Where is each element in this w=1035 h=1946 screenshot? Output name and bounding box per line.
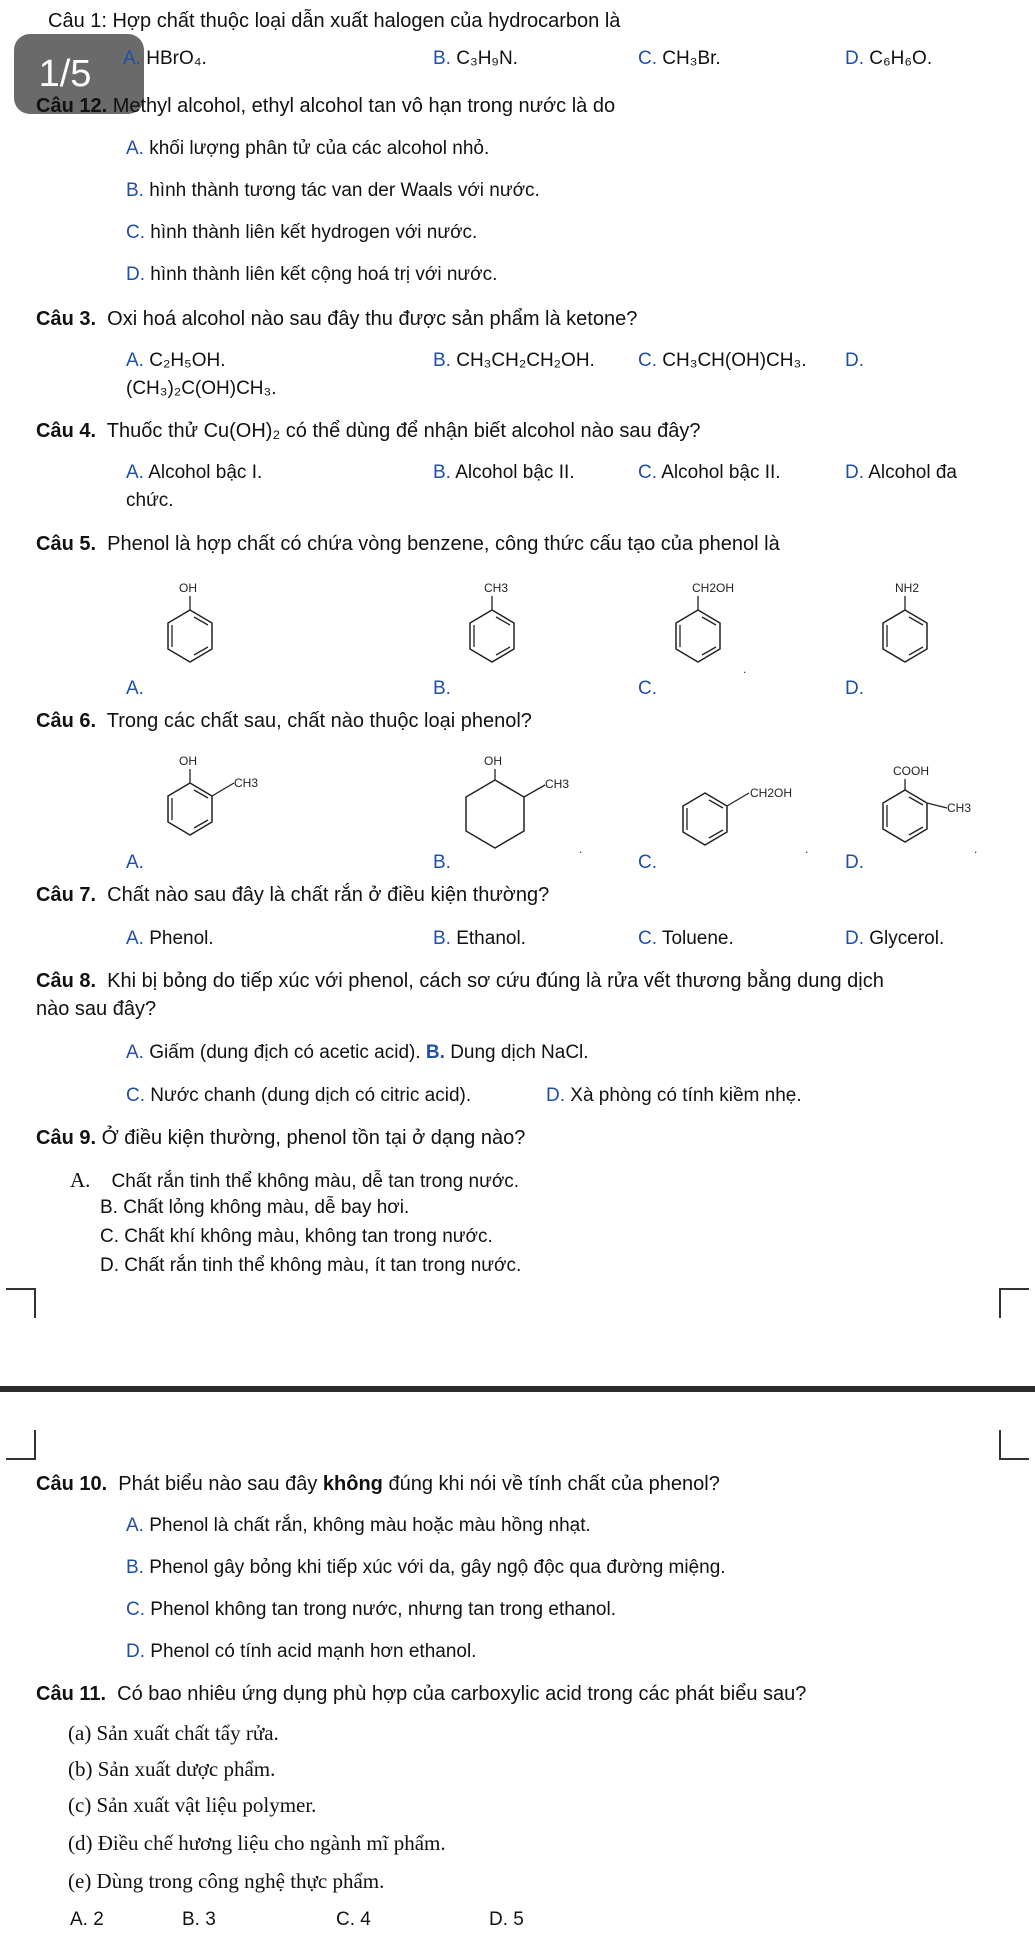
q6-option-d-label: D. xyxy=(845,852,864,873)
q11-item: (a) Sản xuất chất tẩy rửa. xyxy=(68,1721,279,1745)
q7-option-b: B. Ethanol. xyxy=(433,928,526,949)
q8-stem: Câu 8. Khi bị bỏng do tiếp xúc với phenol, cách sơ cứu đúng là rửa vết thương bằng dung dịch xyxy=(36,970,884,992)
q6-option-c-structure xyxy=(655,750,815,868)
q12-stem: Câu 12. Methyl alcohol, ethyl alcohol tan vô hạn trong nước là do xyxy=(36,95,616,117)
q11-option-c: C. 4 xyxy=(336,1909,371,1930)
q6-c-substituent: CH2OH xyxy=(750,786,793,800)
q7-option-a: A. Phenol. xyxy=(126,928,214,949)
q12-option-c: C. hình thành liên kết hydrogen với nước. xyxy=(126,222,478,243)
q5-option-c-label: C. xyxy=(638,678,657,699)
q11-stem: Câu 11. Có bao nhiêu ứng dụng phù hợp của carboxylic acid trong các phát biểu sau? xyxy=(36,1683,807,1705)
q3-option-b: B. CH₃CH₂CH₂OH. xyxy=(433,350,595,371)
q11-option-d: D. 5 xyxy=(489,1909,524,1930)
q7-option-c: C. Toluene. xyxy=(638,928,734,949)
q12-option-a: A. khối lượng phân tử của các alcohol nhỏ. xyxy=(126,138,490,159)
q9-option-b: B. Chất lỏng không màu, dễ bay hơi. xyxy=(100,1197,410,1218)
q3-option-d: (CH₃)₂C(OH)CH₃. xyxy=(126,378,277,399)
q9-option-a: A. Chất rắn tinh thể không màu, dễ tan trong nước. xyxy=(70,1168,520,1192)
q6-option-b-label: B. xyxy=(433,852,451,873)
q8-option-a: A. Giấm (dung địch có acetic acid). B. Dung dịch NaCl. xyxy=(126,1042,589,1063)
q11-option-b: B. 3 xyxy=(182,1909,216,1930)
q5-c-substituent: CH2OH xyxy=(692,581,735,595)
q5-option-d-structure xyxy=(855,574,955,694)
q6-b-substituent-2: CH3 xyxy=(545,777,570,791)
q5-b-substituent: CH3 xyxy=(484,581,509,595)
q12-option-b: B. hình thành tương tác van der Waals với nước. xyxy=(126,180,540,201)
q11-item: (e) Dùng trong công nghệ thực phẩm. xyxy=(68,1869,385,1893)
q3-option-d-label: D. xyxy=(845,350,864,371)
q9-option-c: C. Chất khí không màu, không tan trong nước. xyxy=(100,1226,493,1247)
page-separator xyxy=(0,1386,1035,1392)
q9-stem: Câu 9. Ở điều kiện thường, phenol tồn tại ở dạng nào? xyxy=(36,1127,526,1149)
q1-option-b: B. C₃H₉N. xyxy=(433,48,518,69)
q1-stem: Câu 1: Hợp chất thuộc loại dẫn xuất halogen của hydrocarbon là xyxy=(48,10,621,32)
page-corner-mark xyxy=(999,1430,1029,1460)
q3-option-c: C. CH₃CH(OH)CH₃. xyxy=(638,350,807,371)
q6-stem: Câu 6. Trong các chất sau, chất nào thuộc loại phenol? xyxy=(36,710,532,732)
q6-d-substituent-2: CH3 xyxy=(947,801,972,815)
q12-option-d: D. hình thành liên kết cộng hoá trị với nước. xyxy=(126,264,498,285)
q9-option-d: D. Chất rắn tinh thể không màu, ít tan trong nước. xyxy=(100,1255,522,1276)
q6-option-b-structure xyxy=(442,750,592,868)
svg-text:.: . xyxy=(743,662,747,676)
q11-item: (b) Sản xuất dược phẩm. xyxy=(68,1757,276,1781)
q10-stem: Câu 10. Phát biểu nào sau đây không đúng khi nói về tính chất của phenol? xyxy=(36,1473,720,1495)
q5-d-substituent: NH2 xyxy=(895,581,920,595)
q5-a-substituent: OH xyxy=(179,581,197,595)
q6-option-a-label: A. xyxy=(126,852,144,873)
q10-option-a: A. Phenol là chất rắn, không màu hoặc màu hồng nhạt. xyxy=(126,1515,591,1536)
q5-option-a-structure xyxy=(140,574,230,694)
q5-option-a-label: A. xyxy=(126,678,144,699)
page-corner-mark xyxy=(6,1288,36,1318)
svg-text:.: . xyxy=(805,842,809,856)
q5-option-c-structure xyxy=(648,574,748,694)
q4-option-c: C. Alcohol bậc II. xyxy=(638,462,781,483)
q5-option-d-label: D. xyxy=(845,678,864,699)
q5-option-b-label: B. xyxy=(433,678,451,699)
q11-option-a: A. 2 xyxy=(70,1909,104,1930)
q1-option-c: C. CH₃Br. xyxy=(638,48,721,69)
q6-a-substituent-1: OH xyxy=(179,754,197,768)
q11-item: (c) Sản xuất vật liệu polymer. xyxy=(68,1793,317,1817)
q3-stem: Câu 3. Oxi hoá alcohol nào sau đây thu được sản phẩm là ketone? xyxy=(36,308,638,330)
q8-option-c: C. Nước chanh (dung dịch có citric acid). xyxy=(126,1085,472,1106)
q10-option-c: C. Phenol không tan trong nước, nhưng tan trong ethanol. xyxy=(126,1599,617,1620)
page-corner-mark xyxy=(6,1430,36,1460)
q6-option-a-structure xyxy=(140,750,270,868)
q6-option-c-label: C. xyxy=(638,852,657,873)
q6-d-substituent-1: COOH xyxy=(893,764,929,778)
q10-option-b: B. Phenol gây bỏng khi tiếp xúc với da, gây ngộ độc qua đường miệng. xyxy=(126,1557,726,1578)
page-counter-text: 1/5 xyxy=(38,53,92,95)
q5-stem: Câu 5. Phenol là hợp chất có chứa vòng benzene, công thức cấu tạo của phenol là xyxy=(36,533,780,555)
q6-b-substituent-1: OH xyxy=(484,754,502,768)
q6-option-d-structure xyxy=(855,750,995,868)
page-corner-mark xyxy=(999,1288,1029,1318)
q3-option-a: A. C₂H₅OH. xyxy=(126,350,226,371)
q8-stem-cont: nào sau đây? xyxy=(36,998,157,1020)
q5-option-b-structure xyxy=(442,574,532,694)
q1-option-d: D. C₆H₆O. xyxy=(845,48,933,69)
q7-stem: Câu 7. Chất nào sau đây là chất rắn ở điều kiện thường? xyxy=(36,884,550,906)
q4-option-d-cont: chức. xyxy=(126,490,174,511)
q11-item: (d) Điều chế hương liệu cho ngành mĩ phẩm. xyxy=(68,1831,446,1855)
q6-a-substituent-2: CH3 xyxy=(234,776,259,790)
svg-text:.: . xyxy=(974,842,978,856)
q4-option-b: B. Alcohol bậc II. xyxy=(433,462,575,483)
q1-option-a: A. HBrO₄. xyxy=(123,48,207,69)
q4-option-d: D. Alcohol đa xyxy=(845,462,957,483)
q4-stem: Câu 4. Thuốc thử Cu(OH)₂ có thể dùng để nhận biết alcohol nào sau đây? xyxy=(36,420,701,442)
svg-text:.: . xyxy=(579,842,583,856)
q4-option-a: A. Alcohol bậc I. xyxy=(126,462,263,483)
q7-option-d: D. Glycerol. xyxy=(845,928,945,949)
q10-option-d: D. Phenol có tính acid mạnh hơn ethanol. xyxy=(126,1641,477,1662)
q8-option-d: D. Xà phòng có tính kiềm nhẹ. xyxy=(546,1085,802,1106)
